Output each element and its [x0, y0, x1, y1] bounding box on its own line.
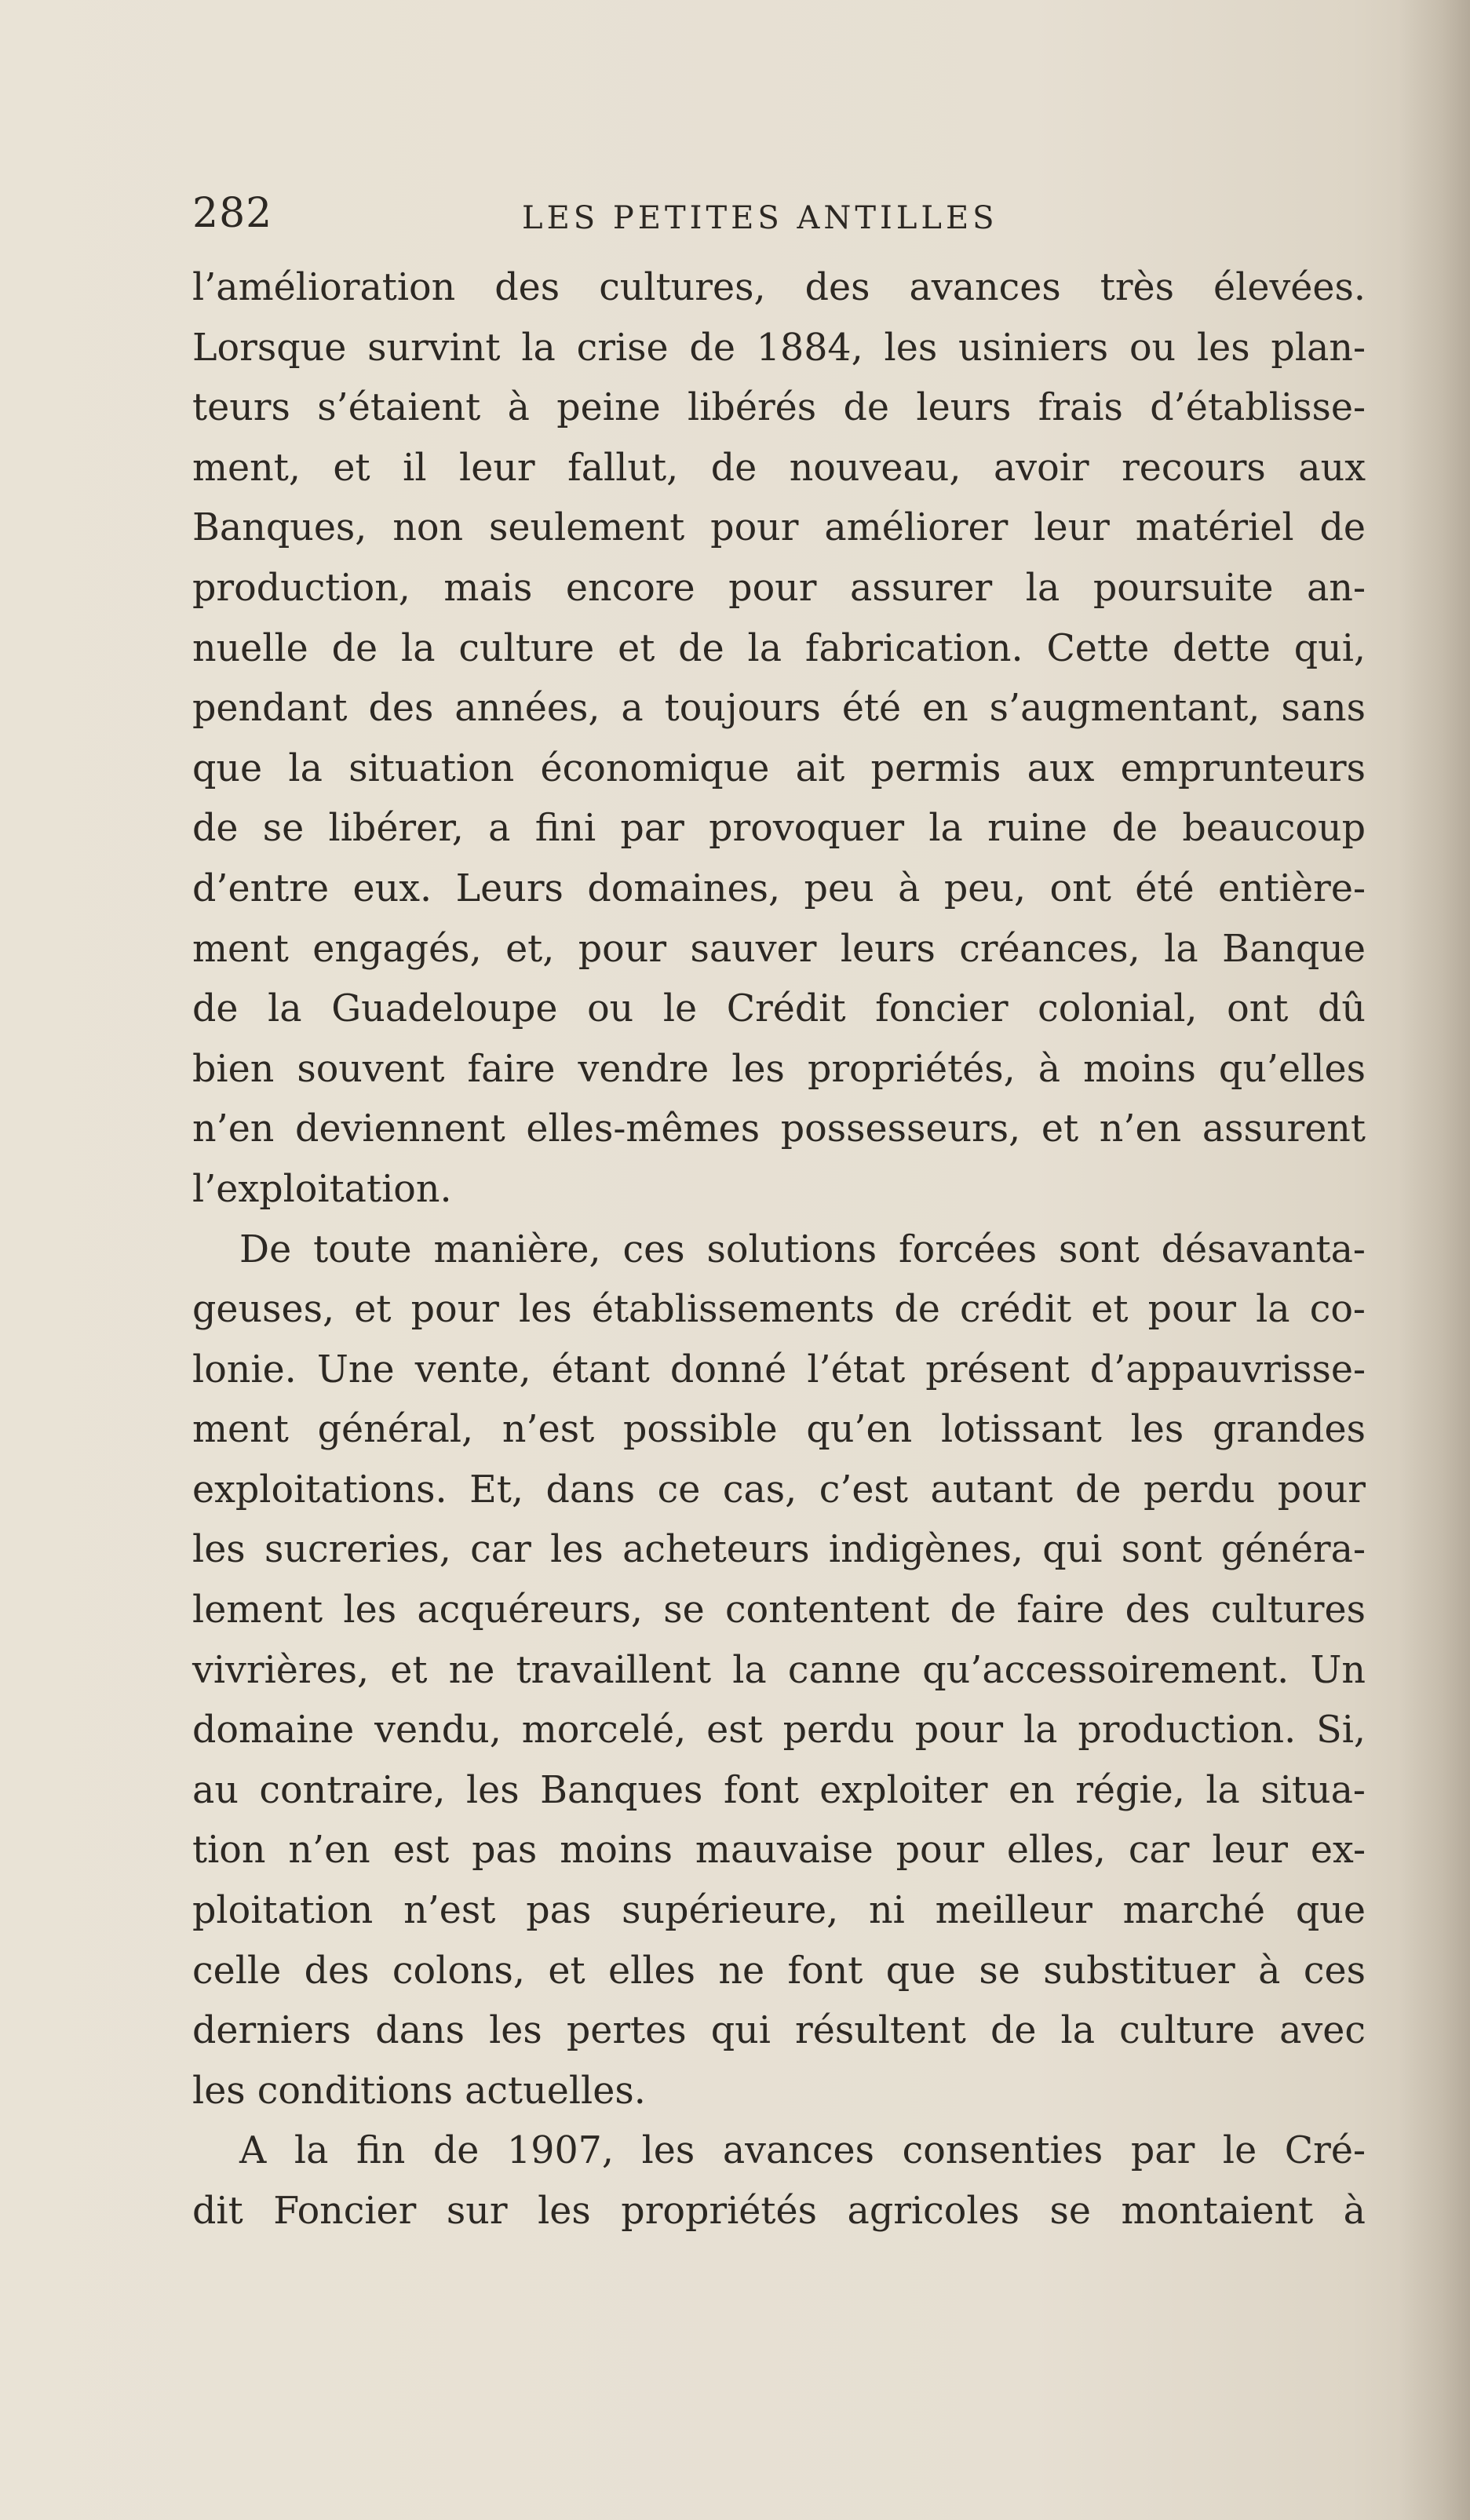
text-line: au contraire, les Banques font exploiter en régie, la situa-: [192, 1768, 1366, 1812]
text-line: ploitation n’est pas supérieure, ni meilleur marché que: [192, 1889, 1366, 1933]
text-line: les sucreries, car les acheteurs indigènes, qui sont généra-: [192, 1528, 1366, 1572]
text-line: production, mais encore pour assurer la poursuite an-: [192, 566, 1366, 610]
text-line: lement les acquéreurs, se contentent de faire des cultures: [192, 1588, 1366, 1632]
text-line: de la Guadeloupe ou le Crédit foncier colonial, ont dû: [192, 987, 1366, 1031]
text-line: derniers dans les pertes qui résultent de la culture avec: [192, 2009, 1366, 2053]
running-title: LES PETITES ANTILLES: [522, 200, 998, 236]
text-line: domaine vendu, morcelé, est perdu pour la production. Si,: [192, 1709, 1366, 1752]
text-line: exploitations. Et, dans ce cas, c’est autant de perdu pour: [192, 1468, 1366, 1512]
text-line: bien souvent faire vendre les propriétés, à moins qu’elles: [192, 1047, 1366, 1091]
page-number: 282: [192, 190, 273, 237]
text-line: dit Foncier sur les propriétés agricoles se montaient à: [192, 2190, 1366, 2233]
text-line: tion n’en est pas moins mauvaise pour elles, car leur ex-: [192, 1829, 1366, 1873]
text-line: celle des colons, et elles ne font que se substituer à ces: [192, 1949, 1366, 1993]
text-line: vivrières, et ne travaillent la canne qu’accessoirement. Un: [192, 1648, 1366, 1692]
text-line: que la situation économique ait permis aux emprunteurs: [192, 746, 1366, 790]
body-text: [192, 258, 1366, 2242]
text-line: A la fin de 1907, les avances consenties par le Cré-: [239, 2129, 1366, 2173]
text-line: ment engagés, et, pour sauver leurs créances, la Banque: [192, 927, 1366, 971]
running-head: [192, 182, 1346, 245]
text-line: n’en deviennent elles-mêmes possesseurs, et n’en assurent: [192, 1107, 1366, 1151]
text-line: l’exploitation.: [192, 1167, 452, 1211]
text-line: Lorsque survint la crise de 1884, les usiniers ou les plan-: [192, 326, 1366, 370]
text-line: teurs s’étaient à peine libérés de leurs frais d’établisse-: [192, 386, 1366, 430]
text-line: de se libérer, a fini par provoquer la ruine de beaucoup: [192, 807, 1366, 851]
text-line: les conditions actuelles.: [192, 2069, 646, 2113]
spine-shadow: [1399, 0, 1470, 2520]
text-line: geuses, et pour les établissements de crédit et pour la co-: [192, 1288, 1366, 1332]
text-line: nuelle de la culture et de la fabrication. Cette dette qui,: [192, 626, 1366, 670]
text-line: lonie. Une vente, étant donné l’état présent d’appauvrisse-: [192, 1348, 1366, 1391]
text-line: d’entre eux. Leurs domaines, peu à peu, ont été entière-: [192, 866, 1366, 910]
text-line: De toute manière, ces solutions forcées sont désavanta-: [239, 1227, 1366, 1271]
text-line: Banques, non seulement pour améliorer leur matériel de: [192, 506, 1366, 550]
text-line: pendant des années, a toujours été en s’augmentant, sans: [192, 687, 1366, 731]
text-line: ment, et il leur fallut, de nouveau, avoir recours aux: [192, 446, 1366, 490]
text-line: ment général, n’est possible qu’en lotissant les grandes: [192, 1408, 1366, 1452]
text-line: l’amélioration des cultures, des avances très élevées.: [192, 266, 1366, 309]
